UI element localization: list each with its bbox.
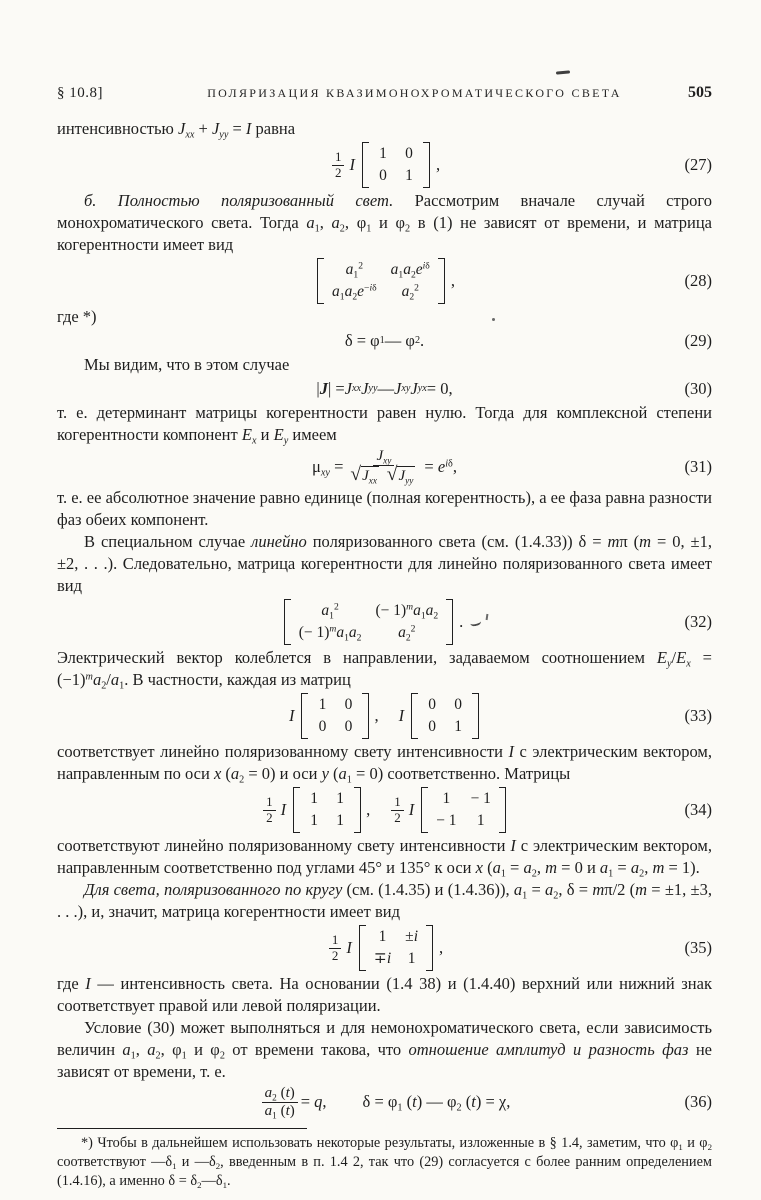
matrix xyxy=(411,693,479,739)
punctuation: , xyxy=(435,155,441,174)
bracket-left xyxy=(362,142,369,188)
matrix-cell: 0 xyxy=(318,718,327,735)
matrix-cell: $a_1^2$ xyxy=(321,601,339,622)
matrix-cell: $a_2^2$ xyxy=(398,623,416,644)
equation-31 xyxy=(57,448,712,485)
equation-number: (29) xyxy=(684,331,712,350)
matrix xyxy=(284,599,453,645)
bracket-left xyxy=(317,258,324,304)
matrix-cell: (− $1)^ma_1a_2$ xyxy=(298,623,362,644)
page-header xyxy=(57,84,712,102)
matrix-cell: $a_1^2$ xyxy=(345,260,363,281)
paragraph-special: В специальном случае линейно поляризованного света (см. (1.4.33)) δ = mπ (m = 0, ±1, ±2, . . .). Следовательно, матрица когерентности для линейно поляризованного света имеет вид xyxy=(57,532,712,595)
scan-artifact xyxy=(470,617,482,627)
equation-body xyxy=(314,258,455,304)
bracket-left xyxy=(411,693,418,739)
matrix-cell: 1 xyxy=(476,812,485,829)
paragraph-intensity: где I — интенсивность света. На основании (1.4 38) и (1.4.40) верхний или нижний знак соответствует правой или левой поляризации. xyxy=(57,974,712,1015)
matrix-cell: ∓i xyxy=(373,950,392,967)
bracket-right xyxy=(472,693,479,739)
bracket-right xyxy=(354,787,361,833)
matrix-cell: 0 xyxy=(344,696,353,713)
footnote-rule xyxy=(57,1128,307,1129)
matrix xyxy=(421,787,506,833)
punctuation: , xyxy=(374,706,379,725)
matrix-cell: 0 xyxy=(428,718,436,735)
equation-body xyxy=(281,599,489,645)
equation-number: (28) xyxy=(684,271,712,290)
fraction-one-half: $\frac{1}{2}$ xyxy=(263,795,276,825)
matrix xyxy=(317,258,445,304)
footnote: *) Чтобы в дальнейшем использовать некоторые результаты, изложенные в § 1.4, заметим, что $\varphi_1$ и $\varphi_2$ соответствуют $—\delta_1$ и $—\delta_2$, введенным в п. 1.4 2, так что (29) согласуется с более ранним определением (1.4.16), а именно $\delta = \delta_2—\delta_1$. xyxy=(57,1135,712,1191)
paragraph-intro: интенсивностью $J_{xx} + J_{yy} = I$ равна xyxy=(57,119,296,141)
paragraph-determinant: т. е. детерминант матрицы когерентности равен нулю. Тогда для комплексной степени когерентности компонент $E_x$ и $E_y$ имеем xyxy=(57,403,712,447)
equation-29 xyxy=(57,330,712,352)
bracket-right xyxy=(446,599,453,645)
bracket-left xyxy=(284,599,291,645)
equation-body xyxy=(329,142,440,188)
bracket-left xyxy=(421,787,428,833)
paragraph-circular: Для света, поляризованного по кругу (см. (1.4.35) и (1.4.36)), $a_1 = a_2$, δ = mπ/2 (m = ±1, ±3, . . .), и, значит, матрица когерентности имеет вид xyxy=(57,880,712,921)
equation-body: δ = φ 1 — φ 2 . xyxy=(344,331,425,350)
running-title: ПОЛЯРИЗАЦИЯ КВАЗИМОНОХРОМАТИЧЕСКОГО СВЕТА xyxy=(207,86,622,100)
coefficient: I xyxy=(280,800,287,819)
equation-body xyxy=(326,925,443,971)
matrix-cell: 1 xyxy=(454,718,462,735)
paragraph-absolute: т. е. ее абсолютное значение равно единице (полная когерентность), а ее фаза равна разности фаз обеих компонент. xyxy=(57,488,712,529)
punctuation: , xyxy=(439,938,444,957)
matrix-cell: 1 xyxy=(405,167,413,184)
fraction: $\frac{a_2 (t)}{a_1 (t)}$ xyxy=(262,1085,298,1119)
coefficient: I xyxy=(349,155,355,174)
coefficient: I xyxy=(288,706,295,725)
matrix-cell: 1 xyxy=(310,812,318,829)
rhs: = $e^{i\delta}$, xyxy=(424,456,457,476)
matrix-cell: $a_2^2$ xyxy=(401,282,419,303)
equation-32 xyxy=(57,599,712,645)
paragraph-condition: Условие (30) может выполняться и для немонохроматического света, если зависимость величин $a_1$, $a_2$, $\varphi_1$ и $\varphi_2$ от времени такова, что отношение амплитуд и разность фаз не зависят от времени, т. е. xyxy=(57,1018,713,1081)
equation-36 xyxy=(57,1085,712,1119)
coefficient: I xyxy=(346,938,352,957)
equation-body xyxy=(259,1085,511,1119)
matrix-cell: 1 xyxy=(336,812,344,829)
equation-number: (34) xyxy=(684,800,712,819)
section-label: § 10.8] xyxy=(57,85,103,101)
matrix-cell: − 1 xyxy=(470,790,491,807)
equation-body: | J | = J xx J yy — J xy J yx = 0, xyxy=(316,379,453,398)
equation-number: (32) xyxy=(684,612,712,631)
fraction: $J_{xy}$ √ $J_{xx}$ √ $J_{yy}$ xyxy=(350,448,414,486)
matrix-cell: 1 xyxy=(379,145,387,162)
matrix-cell: (− $1)^ma_1a_2$ xyxy=(375,601,439,622)
mid: = q, xyxy=(300,1092,327,1111)
paragraph-we-see: Мы видим, что в этом случае xyxy=(84,355,290,374)
matrix-cell: 1 xyxy=(310,790,318,807)
matrix-cell: − 1 xyxy=(436,812,457,829)
matrix-cell: 1 xyxy=(318,696,327,713)
equation-33 xyxy=(57,693,712,739)
equation-number: (31) xyxy=(684,456,712,476)
equation-number: (33) xyxy=(684,706,712,725)
equation-number: (27) xyxy=(684,155,712,174)
matrix-cell: 0 xyxy=(379,167,387,184)
bracket-right xyxy=(362,693,369,739)
punctuation: , xyxy=(366,800,371,819)
matrix-cell: 1 xyxy=(407,950,416,967)
matrix-cell: 1 xyxy=(378,928,387,945)
equation-number: (35) xyxy=(684,938,712,957)
lhs: $\mu_{xy}$ = xyxy=(312,456,344,479)
coefficient: I xyxy=(398,706,405,725)
matrix-cell: 0 xyxy=(454,696,462,713)
paragraph-fully-polarized: б. Полностью поляризованный свет. Рассмотрим вначале случай строго монохроматического света. Тогда $a_1$, $a_2$, $\varphi_1$ и $\varphi_2$ в (1) не зависят от времени, и матрица когерентности имеет вид xyxy=(57,191,713,254)
paragraph-electric-vector: Электрический вектор колеблется в направлении, задаваемом соотношением $E_y/E_x = (-1)^ma_2/a_1$. В частности, каждая из матриц xyxy=(57,648,712,692)
equation-30 xyxy=(57,378,712,400)
matrix-cell: ±i xyxy=(405,928,418,945)
fraction-one-half: $\frac{1}{2}$ xyxy=(329,933,342,963)
equation-body xyxy=(312,448,457,485)
matrix xyxy=(293,787,361,833)
fraction-one-half: $\frac{1}{2}$ xyxy=(391,795,404,825)
paragraph-where: где *) xyxy=(57,307,97,326)
punctuation: . xyxy=(459,612,464,631)
matrix xyxy=(359,925,433,971)
equation-body xyxy=(260,787,509,833)
paragraph-corresponds-2: соответствуют линейно поляризованному свету интенсивности I с электрическим вектором, направленным соответственно под углами 45° и 135° к оси x ($a_1 = a_2$, m = 0 и $a_1 = a_2$, m = 1). xyxy=(57,836,712,880)
bracket-left xyxy=(359,925,366,971)
bracket-left xyxy=(301,693,308,739)
bracket-right xyxy=(499,787,506,833)
rhs: $\delta = \varphi_1$ (t) — $\varphi_2$ (t) = χ, xyxy=(362,1092,511,1114)
equation-34 xyxy=(57,787,712,833)
bracket-right xyxy=(426,925,433,971)
scan-artifact xyxy=(492,318,495,321)
scan-artifact xyxy=(556,70,570,74)
equation-28 xyxy=(57,258,712,304)
matrix-cell: 1 xyxy=(336,790,344,807)
equation-27 xyxy=(57,142,712,188)
matrix-cell: 1 xyxy=(442,790,451,807)
coefficient: I xyxy=(408,800,415,819)
matrix-cell: $a_1a_2e^{i\delta}$ xyxy=(390,260,430,281)
equation-body xyxy=(287,693,482,739)
bracket-right xyxy=(438,258,445,304)
matrix-cell: $a_1a_2e^{-i\delta}$ xyxy=(332,282,377,303)
matrix xyxy=(301,693,369,739)
equation-number: (30) xyxy=(684,379,712,398)
paragraph-corresponds-1: соответствует линейно поляризованному свету интенсивности I с электрическим вектором, направленным по оси x $(a_2 = 0)$ и оси y $(a_1 = 0)$ соответственно. Матрицы xyxy=(57,742,712,786)
punctuation: , xyxy=(450,271,455,290)
page-number: 505 xyxy=(688,84,712,101)
fraction-one-half: $\frac{1}{2}$ xyxy=(332,150,345,180)
bracket-right xyxy=(423,142,430,188)
matrix-cell: 0 xyxy=(428,696,436,713)
equation-number: (36) xyxy=(684,1092,712,1111)
equation-35 xyxy=(57,925,712,971)
scan-artifact xyxy=(486,614,489,620)
matrix xyxy=(362,142,430,188)
matrix-cell: 0 xyxy=(405,145,413,162)
bracket-left xyxy=(293,787,300,833)
matrix-cell: 0 xyxy=(344,718,353,735)
